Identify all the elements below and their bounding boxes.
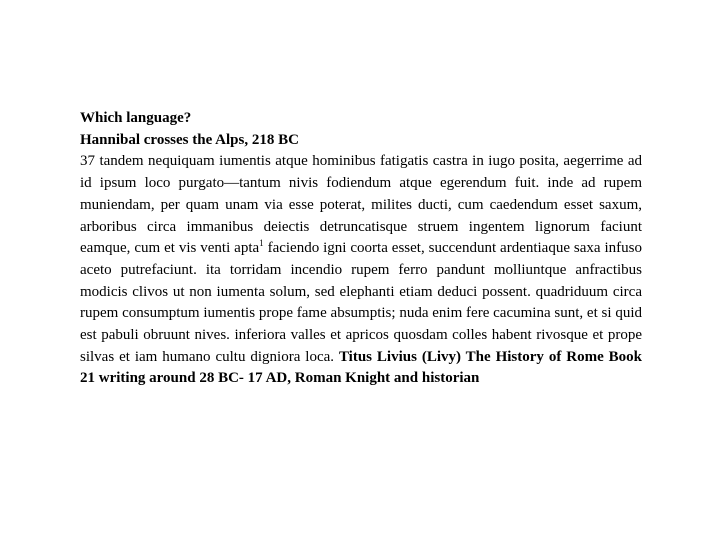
source-attribution: Titus Livius (Livy) The History of Rome Book 21 writing around 28 BC- 17 AD, Roman Knight and historian [80, 348, 642, 387]
question-heading: Which language? [80, 110, 192, 126]
passage-text-part1: 37 tandem nequiquam iumentis atque hominibus fatigatis castra in iugo posita, aegerrime ad id ipsum loco purgato—tantum nivis fodiendum atque egerendum fuit. inde ad rupem muniendam, per quam unam via esse poterat, milites ducti, cum caedendum esset saxum, arboribus circa immanibus deiectis detruncatisque struem ingentem lignorum faciunt eamque, cum et vis venti apta [80, 153, 642, 257]
latin-passage [80, 153, 642, 364]
passage-title: Hannibal crosses the Alps, 218 BC [80, 131, 299, 148]
text-block [80, 108, 642, 390]
passage-text-part2: faciendo igni coorta esset, succendunt ardentiaque saxa infuso aceto putrefaciunt. ita torridam incendio rupem ferro pandunt molliuntque anfractibus modicis clivos ut non iumenta solum, sed elephanti etiam deduci possent. quadriduum circa rupem consumptum iumentis prope fame absumptis; nuda enim fere cacumina sunt, et si quid est pabuli obruunt nives. inferiora valles et apricos quosdam colles habent rivosque et prope silvas et iam humano cultu digniora loca. [80, 240, 642, 365]
footnote-marker: 1 [259, 238, 264, 249]
